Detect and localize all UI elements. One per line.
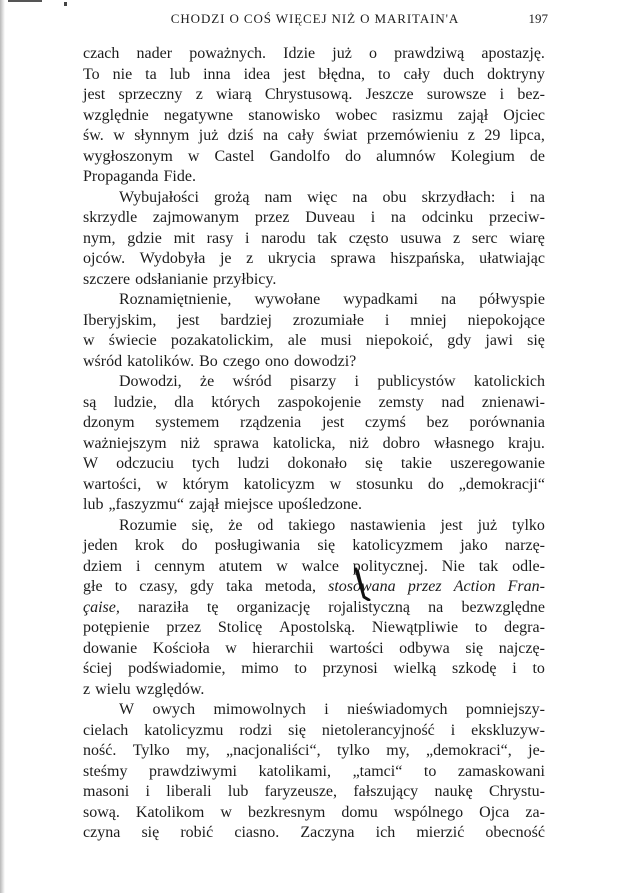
text-line: są ludzie, dla których zaspokojenie zemsty nad znienawi-: [83, 393, 545, 411]
text-line: szczere odsłanianie przyłbicy.: [83, 270, 277, 288]
text-line: Roznamiętnienie, wywołane wypadkami na półwyspie: [119, 291, 545, 308]
text-line: steśmy prawdziwymi katolikami, „tamci“ to zamaskowani: [83, 762, 545, 780]
page-number: 197: [528, 11, 548, 26]
text-line: masoni i liberali lub faryzeusze, fałszujący naukę Chrystu-: [83, 783, 545, 800]
text-line: To nie ta lub inna idea jest błędna, to cały duch doktryny: [83, 65, 545, 83]
text-line: dowanie Kościoła w hierarchii wartości odbywa się najczę-: [83, 639, 545, 657]
text-line: w świecie pozakatolickim, ale musi niepokoić, gdy jawi się: [83, 332, 545, 349]
text-line: ność. Tylko my, „nacjonaliści“, tylko my, „demokraci“, je-: [83, 742, 545, 759]
text-line: z wielu względów.: [83, 680, 205, 698]
text-line: czyna się robić ciasno. Zaczyna ich mierzić obecność: [83, 824, 545, 841]
text-line: çaise, naraziła tę organizację rojalistyczną na bezwzględne: [83, 598, 545, 616]
scan-speck: [64, 2, 67, 6]
text-line: W owych mimowolnych i nieświadomych pomniejszy-: [119, 701, 545, 718]
scan-speck: [8, 0, 42, 2]
text-line: św. w słynnym już dziś na cały świat przemówieniu z 29 lipca,: [83, 127, 545, 144]
text-line: ojców. Wydobyła je z ukrycia sprawa hiszpańska, ułatwiając: [83, 250, 545, 267]
text-line: Dowodzi, że wśród pisarzy i publicystów katolickich: [119, 373, 545, 390]
text-line: jeden krok do posługiwania się katolicyzmem jako narzę-: [83, 537, 545, 554]
text-line: W odczuciu tych ludzi dokonało się takie uszeregowanie: [83, 455, 545, 472]
text-line: sową. Katolikom w bezkresnym domu wspólnego Ojca za-: [83, 803, 545, 821]
text-line: wartości, w którym katolicyzm w stosunku do „demokracji“: [83, 475, 545, 493]
text-line: potępienie przez Stolicę Apostolską. Niewątpliwie to degra-: [83, 619, 545, 636]
text-line: jest sprzeczny z wiarą Chrystusową. Jeszcze surowsze i bez-: [83, 86, 545, 103]
text-line: ściej podświadomie, mimo to przynosi wielką szkodę i to: [83, 660, 545, 677]
scan-left-edge-shadow: [0, 0, 5, 893]
text-line: wygłoszonym w Castel Gandolfo do alumnów Kolegium de: [83, 147, 545, 165]
text-line: Rozumie się, że od takiego nastawienia jest już tylko: [119, 516, 545, 534]
text-line: wśród katolików. Bo czego ono dowodzi?: [83, 352, 357, 370]
text-line: dzonym systemem rządzenia jest czymś bez porównania: [83, 414, 545, 431]
text-line: lub „faszyzmu“ zajął miejsce upośledzone.: [83, 496, 363, 513]
text-line: czach nader poważnych. Idzie już o prawdziwą apostazję.: [83, 45, 545, 62]
text-line: względnie negatywne stanowisko wobec rasizmu zajął Ojciec: [83, 106, 545, 124]
body-text: [83, 44, 545, 844]
handwritten-pen-mark: [352, 567, 374, 601]
text-line: cielach katolicyzmu rodzi się nietolerancyjność i ekskluzyw-: [83, 721, 545, 739]
text-line: ważniejszym niż sprawa katolicka, niż dobro własnego kraju.: [83, 434, 545, 452]
text-line: Wybujałości grożą nam więc na obu skrzydłach: i na: [119, 188, 545, 206]
text-line: dziem i cennym atutem w walce politycznej. Nie tak odle-: [83, 557, 545, 575]
text-line: skrzydle zajmowanym przez Duveau i na odcinku przeciw-: [83, 209, 545, 226]
running-title: CHODZI O COŚ WIĘCEJ NIŻ O MARITAIN'A: [170, 11, 460, 26]
text-line: Iberyjskim, jest bardziej zrozumiałe i mniej niepokojące: [83, 311, 545, 329]
text-line: Propaganda Fide.: [83, 168, 196, 185]
text-line: głe to czasy, gdy taka metoda, stosowana przez Action Fran-: [83, 578, 545, 595]
text-line: nym, gdzie mit rasy i narodu tak często usuwa z serc wiarę: [83, 229, 545, 247]
